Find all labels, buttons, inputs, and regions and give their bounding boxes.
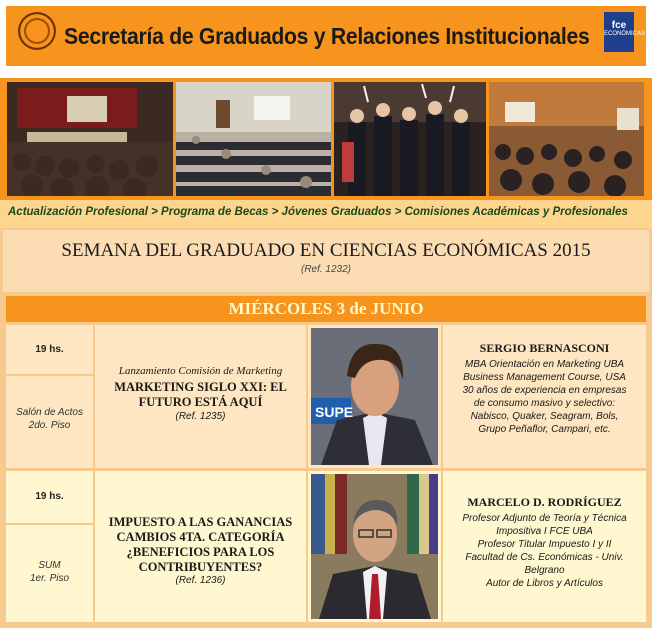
speaker-1-bio-line: Business Management Course, USA (463, 372, 626, 383)
lecture-hall-photo (176, 82, 331, 196)
event-title: SEMANA DEL GRADUADO EN CIENCIAS ECONÓMICAS 2015 (61, 240, 591, 261)
fce-logo (604, 12, 646, 52)
session-1-description (95, 325, 306, 468)
session-2-place-line1: SUM (38, 560, 61, 571)
speaker-2-bio-line: Belgrano (524, 565, 565, 576)
photo-strip (0, 78, 652, 200)
audience-photo (489, 82, 644, 196)
breadcrumb-nav[interactable]: Actualización Profesional > Programa de Becas > Jóvenes Graduados > Comisiones Académicas y Profesionales (8, 206, 628, 218)
session-1-speaker (443, 325, 646, 468)
speaker-2-bio-line: Facultad de Cs. Económicas - Univ. (465, 552, 624, 563)
speaker-2-bio-line: Autor de Libros y Artículos (486, 578, 603, 589)
speaker-2-bio-line: Profesor Titular Impuesto I y II (477, 539, 612, 550)
speaker-2-name: MARCELO D. RODRÍGUEZ (467, 495, 622, 509)
session-1-place-line2: 2do. Piso (28, 420, 71, 431)
auditorium-photo (7, 82, 173, 196)
speaker-2-bio-line: Profesor Adjunto de Teoría y Técnica (462, 513, 627, 524)
day-heading: MIÉRCOLES 3 de JUNIO (228, 299, 424, 318)
session-2-speaker-photo (308, 471, 441, 622)
session-2-description (95, 471, 306, 622)
session-2-place (6, 525, 93, 622)
speaker-2-bio-line: Impositiva I FCE UBA (496, 526, 593, 537)
session-2-title-line4: CONTRIBUYENTES? (138, 560, 263, 574)
page-title: Secretaría de Graduados y Relaciones Institucionales (64, 23, 590, 49)
session-1-place-line1: Salón de Actos (16, 407, 83, 418)
speaker-1-bio-line: de consumo masivo y selectivo: (473, 398, 616, 409)
session-2-title-line3: ¿BENEFICIOS PARA LOS (126, 545, 275, 559)
speaker-1-bio-line: 30 años de experiencia en empresas (462, 385, 627, 396)
session-1-time: 19 hs. (6, 325, 93, 374)
session-1-title-line2: FUTURO ESTÁ AQUÍ (138, 395, 263, 409)
session-1-subtitle: Lanzamiento Comisión de Marketing (118, 365, 283, 377)
speaker-1-bio-line: MBA Orientación en Marketing UBA (464, 359, 625, 370)
session-2-speaker (443, 471, 646, 622)
fce-logo-subtext: ECONÓMICAS (604, 31, 646, 37)
session-1-ref: (Ref. 1235) (175, 411, 226, 422)
event-ref: (Ref. 1232) (300, 264, 352, 275)
speaker-1-sign-text: SUPE (315, 404, 354, 420)
graduates-photo (334, 82, 486, 196)
session-1-speaker-photo (308, 325, 441, 468)
session-2-time: 19 hs. (6, 471, 93, 523)
speaker-2-bio (443, 512, 646, 590)
session-1-place (6, 376, 93, 468)
speaker-2-portrait (311, 474, 438, 619)
speaker-1-bio-line: Nabisco, Quaker, Seagram, Bols, (470, 411, 619, 422)
session-2-title-line1: IMPUESTO A LAS GANANCIAS (108, 515, 293, 529)
session-2-title-line2: CAMBIOS 4TA. CATEGORÍA (116, 530, 285, 544)
university-seal-logo (18, 12, 56, 50)
speaker-1-bio-line: Grupo Peñaflor, Campari, etc. (478, 424, 611, 435)
speaker-1-portrait (311, 328, 438, 465)
speaker-1-bio (443, 358, 646, 436)
session-2-place-line2: 1er. Piso (29, 573, 70, 584)
session-1-title-line1: MARKETING SIGLO XXI: EL (114, 380, 287, 394)
session-2-ref: (Ref. 1236) (175, 575, 226, 586)
fce-logo-text: fce (611, 20, 627, 31)
speaker-1-name: SERGIO BERNASCONI (479, 341, 610, 355)
